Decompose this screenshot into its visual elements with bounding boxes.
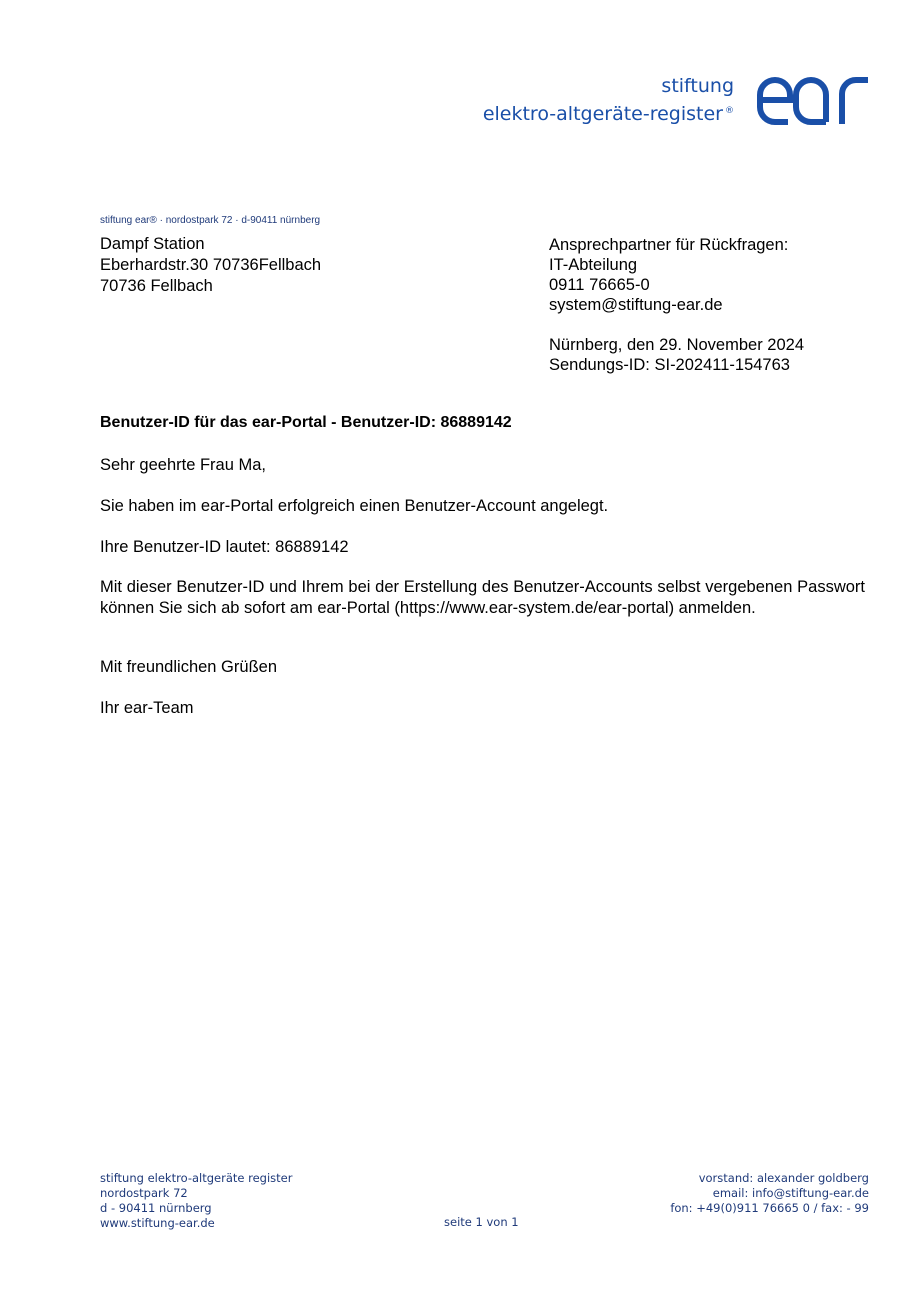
signature: Ihr ear-Team xyxy=(100,699,194,717)
contact-block xyxy=(549,235,804,375)
registered-mark: ® xyxy=(725,105,734,116)
recipient-name: Dampf Station xyxy=(100,235,205,253)
footer-street: nordostpark 72 xyxy=(100,1186,188,1200)
footer-left xyxy=(100,1171,292,1231)
contact-department: IT-Abteilung xyxy=(549,256,638,274)
letterhead-line-stiftung: stiftung xyxy=(661,75,734,97)
shipment-id: Sendungs-ID: SI-202411-154763 xyxy=(549,356,790,374)
letter-subject: Benutzer-ID für das ear-Portal - Benutzer-ID: 86889142 xyxy=(100,414,512,431)
footer-website: www.stiftung-ear.de xyxy=(100,1216,215,1230)
letterhead-line-register xyxy=(483,103,734,125)
footer-board: vorstand: alexander goldberg xyxy=(698,1171,869,1185)
ear-logo xyxy=(756,74,871,126)
footer-city: d - 90411 nürnberg xyxy=(100,1201,212,1215)
footer-org-name: stiftung elektro-altgeräte register xyxy=(100,1171,293,1185)
paragraph-3: Mit dieser Benutzer-ID und Ihrem bei der Erstellung des Benutzer-Accounts selbst vergebenen Passwort können Sie sich ab sofort am ear-Portal (https://www.ear-system.de/ear-portal) anmelden. xyxy=(100,578,865,617)
letter-date: Nürnberg, den 29. November 2024 xyxy=(549,336,804,354)
recipient-city: 70736 Fellbach xyxy=(100,277,213,295)
footer-email: email: info@stiftung-ear.de xyxy=(712,1186,869,1200)
contact-phone: 0911 76665-0 xyxy=(549,276,650,294)
closing: Mit freundlichen Grüßen xyxy=(100,658,277,676)
salutation: Sehr geehrte Frau Ma, xyxy=(100,456,266,474)
footer-right xyxy=(670,1171,869,1216)
paragraph-2: Ihre Benutzer-ID lautet: 86889142 xyxy=(100,538,349,556)
page-number: seite 1 von 1 xyxy=(444,1215,519,1229)
sender-return-address: stiftung ear® · nordostpark 72 · d-90411 nürnberg xyxy=(100,215,321,226)
recipient-address xyxy=(100,234,321,297)
contact-heading: Ansprechpartner für Rückfragen: xyxy=(549,236,789,254)
recipient-street: Eberhardstr.30 70736Fellbach xyxy=(100,256,322,274)
letterhead-register-text: elektro-altgeräte-register xyxy=(482,103,723,125)
contact-email: system@stiftung-ear.de xyxy=(549,296,723,314)
footer-phone-fax: fon: +49(0)911 76665 0 / fax: - 99 xyxy=(670,1201,869,1215)
paragraph-1: Sie haben im ear-Portal erfolgreich einen Benutzer-Account angelegt. xyxy=(100,497,609,515)
